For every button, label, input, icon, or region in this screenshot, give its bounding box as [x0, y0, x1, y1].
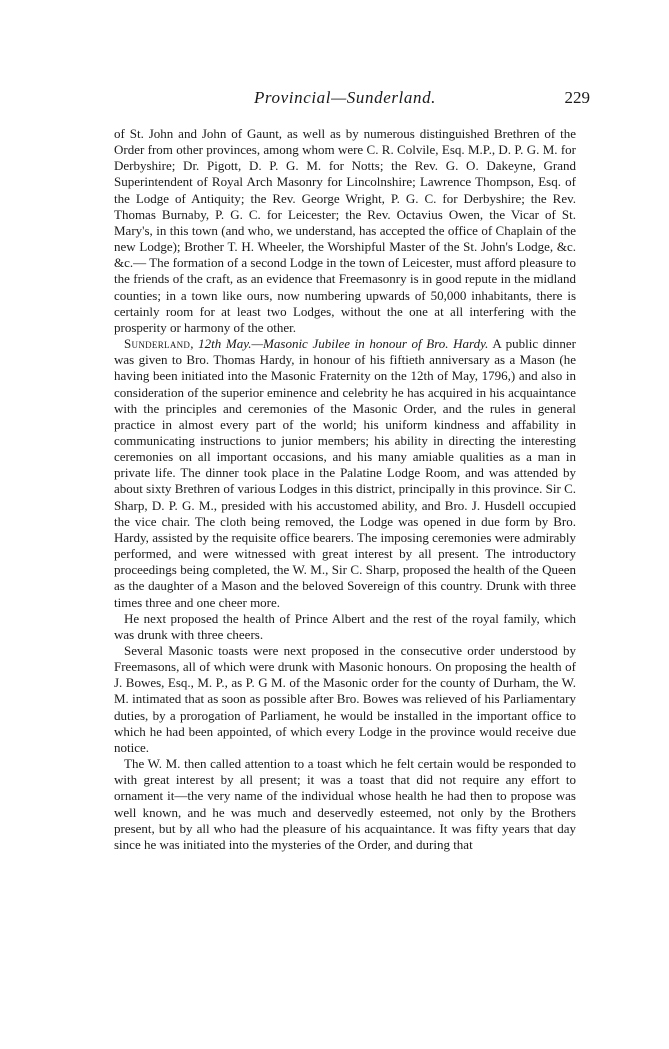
dateline: 12th May.—Masonic Jubilee in honour of Bro. Hardy. [198, 336, 489, 352]
paragraph-prince-albert: He next proposed the health of Prince Albert and the rest of the royal family, which was drunk with three cheers. [114, 610, 576, 642]
body-text [114, 126, 576, 853]
running-head [100, 88, 590, 112]
paragraph-sunderland-jubilee: Sunderland, 12th May.—Masonic Jubilee in honour of Bro. Hardy. A public dinner was given to Bro. Thomas Hardy, in honour of his fiftieth anniversary as a Mason (he having been initiated into the Masonic Fraternity on the 12th of May, 1796,) and also in consideration of the superior eminence and celebrity he has acquired in his acquaintance with the principles and ceremonies of the Masonic Order, and the rules in general practice in almost every part of the world; his uniform kindness and affability in communicating instructions to junior members; his ability in directing the interesting ceremonies on all important occasions, and his many amiable qualities as a man in private life. The dinner took place in the Palatine Lodge Room, and was attended by about sixty Brethren of various Lodges in this district, principally in this province. Sir C. Sharp, D. P. G. M., presided with his accustomed ability, and Bro. J. Husdell occupied the vice chair. The cloth being removed, the Lodge was opened in due form by Bro. Hardy, assisted by the requisite office bearers. The imposing ceremonies were admirably performed, and were witnessed with great interest by all present. The introductory proceedings being completed, the W. M., Sir C. Sharp, proposed the health of the Queen as the daughter of a Mason and the beloved Sovereign of this country. Drunk with three times three and one cheer more. [114, 336, 576, 610]
paragraph-leicester-lodge: of St. John and John of Gaunt, as well as by numerous distinguished Brethren of the Order from other provinces, among whom were C. R. Colvile, Esq. M.P., D. P. G. M. for Derbyshire; Dr. Pigott, D. P. G. M. for Notts; the Rev. G. O. Dakeyne, Grand Superintendent of Royal Arch Masonry for Lincolnshire; Lawrence Thompson, Esq. of the Lodge of Antiquity; the Rev. George Wright, P. G. C. for Derbyshire; the Rev. Thomas Burnaby, P. G. C. for Leicester; the Rev. Octavius Owen, the Vicar of St. Mary's, in this town (and who, we understand, has accepted the office of Chaplain of the new Lodge); Brother T. H. Wheeler, the Worshipful Master of the St. John's Lodge, &c. &c.— The formation of a second Lodge in the town of Leicester, must afford pleasure to the friends of the craft, as an evidence that Freemasonry is in good repute in the midland counties; in a town like ours, now numbering upwards of 50,000 inhabitants, there is certainly room for at least two Lodges, without the one at all interfering with the prosperity or harmony of the other. [114, 126, 576, 335]
place-heading: Sunderland [124, 336, 191, 352]
running-title: Provincial—Sunderland. [253, 88, 437, 107]
page-number: 229 [564, 88, 590, 107]
paragraph-masonic-toasts: Several Masonic toasts were next proposed in the consecutive order understood by Freemasons, all of which were drunk with Masonic honours. On proposing the health of J. Bowes, Esq., M. P., as P. G M. of the Masonic order for the county of Durham, the W. M. intimated that as soon as possible after Bro. Bowes was relieved of his Parliamentary duties, by a prorogation of Parliament, he would be installed in the important office to which he had been appointed, of which every Lodge in the province would receive due notice. [114, 643, 576, 755]
paragraph-text: A public dinner was given to Bro. Thomas Hardy, in honour of his fiftieth anniversary as a Mason (he having been initiated into the Masonic Fraternity on the 12th of May, 1796,) and also in consideration of the superior eminence and celebrity he has acquired in his acquaintance with the principles and ceremonies of the Masonic Order, and the rules in general practice in almost every part of the world; his uniform kindness and affability in communicating instructions to junior members; his ability in directing the interesting ceremonies on all important occasions, and his many amiable qualities as a man in private life. The dinner took place in the Palatine Lodge Room, and was attended by about sixty Brethren of various Lodges in this district, principally in this province. Sir C. Sharp, D. P. G. M., presided with his accustomed ability, and Bro. J. Husdell occupied the vice chair. The cloth being removed, the Lodge was opened in due form by Bro. Hardy, assisted by the requisite office bearers. The imposing ceremonies were admirably performed, and were witnessed with great interest by all present. The introductory proceedings being completed, the W. M., Sir C. Sharp, proposed the health of the Queen as the daughter of a Mason and the beloved Sovereign of this country. Drunk with three times three and one cheer more. [114, 336, 576, 610]
paragraph-worshipful-master-toast: The W. M. then called attention to a toast which he felt certain would be responded to with great interest by all present; it was a toast that did not require any effort to ornament it—the very name of the individual whose health he had then to propose was well known, and he was much and deservedly esteemed, not only by the Brothers present, but by all who had the pleasure of his acquaintance. It was fifty years that day since he was initiated into the mysteries of the Order, and during that [114, 756, 576, 852]
